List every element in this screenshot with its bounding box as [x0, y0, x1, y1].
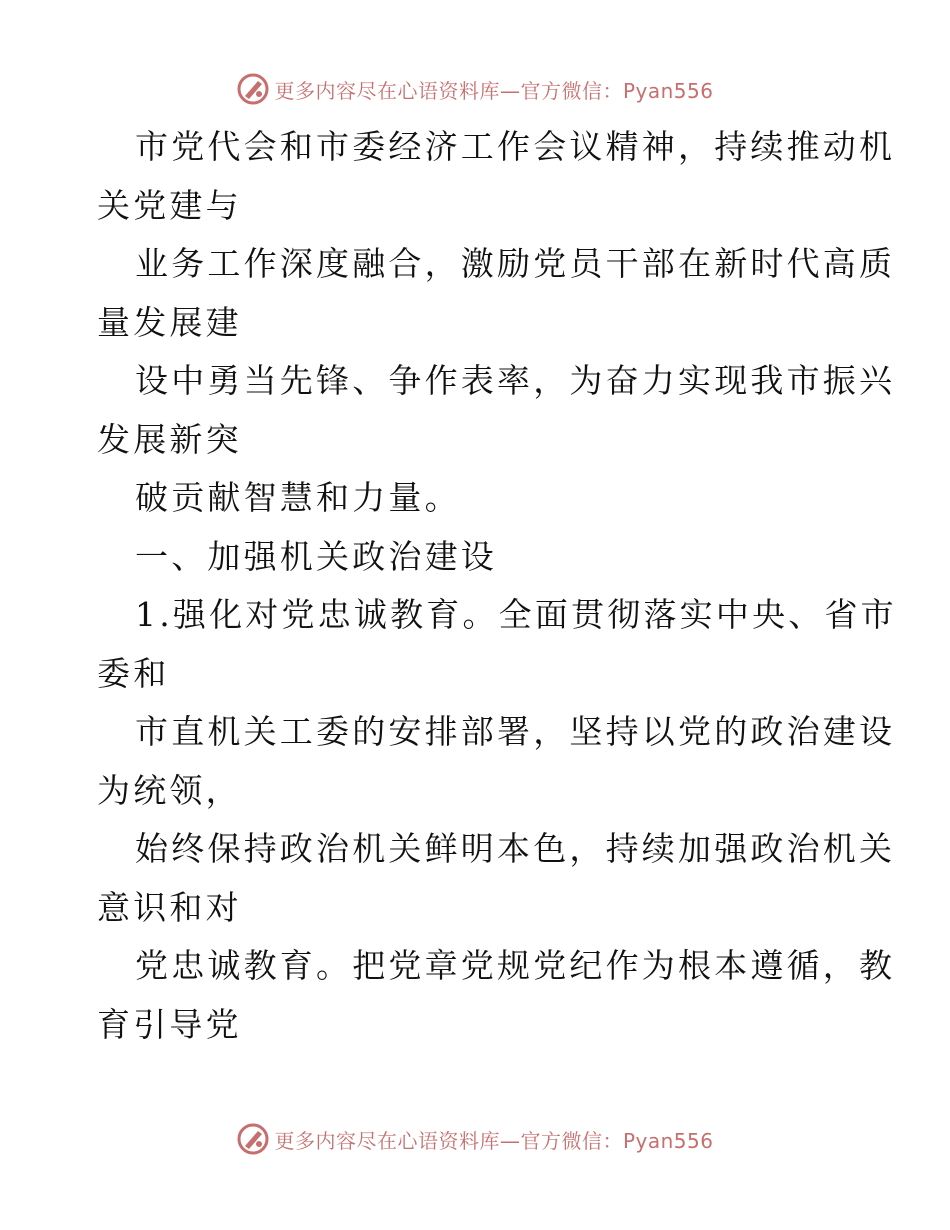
- text-line: 一、加强机关政治建设: [135, 536, 497, 576]
- watermark-text: 更多内容尽在心语资料库—官方微信：Pyan556: [274, 78, 714, 103]
- pen-badge-icon: [236, 1122, 270, 1156]
- text-line: 关党建与: [97, 185, 242, 225]
- text-line: 为统领，: [97, 770, 242, 810]
- body-text: [97, 118, 897, 1054]
- text-line: 市党代会和市委经济工作会议精神，持续推动机: [135, 127, 896, 166]
- text-line: 1.强化对党忠诚教育。全面贯彻落实中央、省市: [135, 595, 897, 634]
- text-line: 量发展建: [97, 302, 242, 342]
- text-line: 破贡献智慧和力量。: [135, 478, 461, 517]
- watermark-text: 更多内容尽在心语资料库—官方微信：Pyan556: [274, 1128, 714, 1153]
- text-line: 意识和对: [97, 887, 242, 927]
- text-line: 市直机关工委的安排部署，坚持以党的政治建设: [135, 712, 896, 751]
- watermark-footer: [0, 1122, 950, 1156]
- text-line: 党忠诚教育。把党章党规党纪作为根本遵循，教: [135, 946, 896, 985]
- text-line: 委和: [97, 653, 170, 693]
- text-line: 设中勇当先锋、争作表率，为奋力实现我市振兴: [135, 361, 896, 400]
- watermark-header: [0, 72, 950, 106]
- text-line: 始终保持政治机关鲜明本色，持续加强政治机关: [135, 829, 896, 868]
- text-line: 业务工作深度融合，激励党员干部在新时代高质: [135, 244, 896, 283]
- pen-badge-icon: [236, 72, 270, 106]
- text-line: 育引导党: [97, 1004, 242, 1044]
- text-line: 发展新突: [97, 419, 242, 459]
